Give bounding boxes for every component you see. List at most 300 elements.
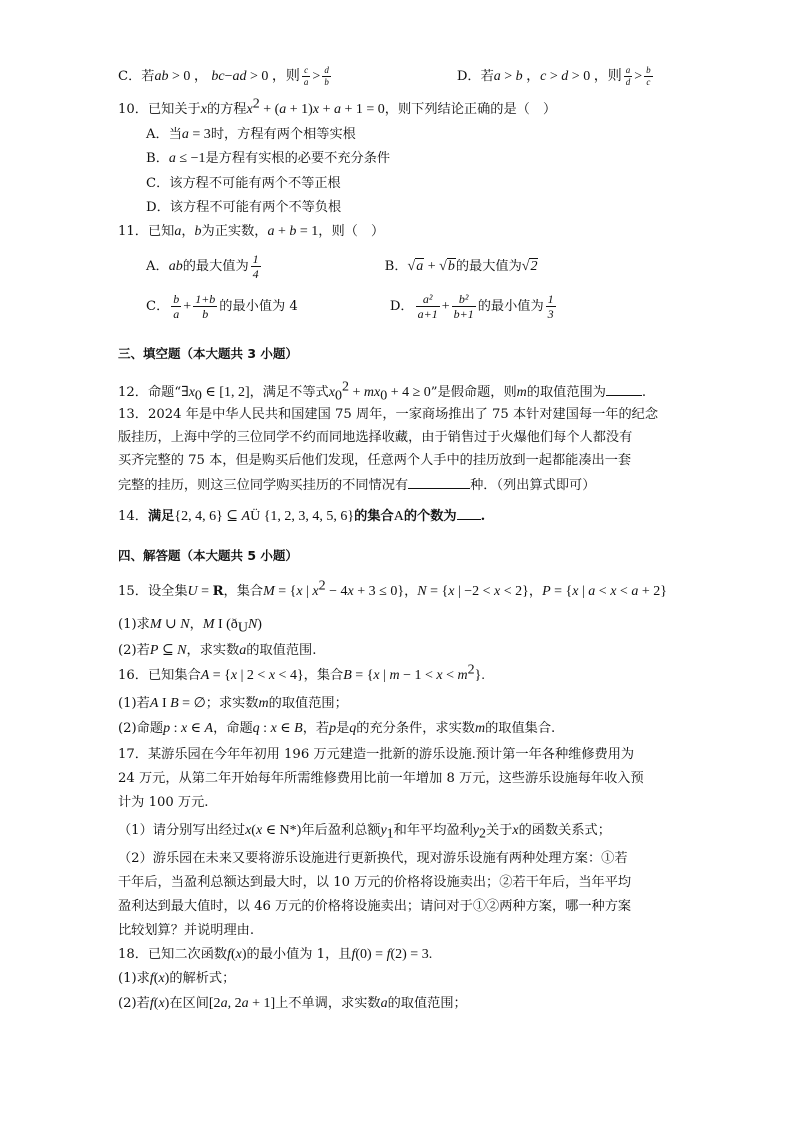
math-text: + 3 ≤ 0} bbox=[353, 584, 405, 599]
math-var: a bbox=[279, 102, 287, 117]
math-var: f bbox=[351, 947, 356, 962]
text-run: ，则（ ） bbox=[318, 224, 385, 239]
math-text: + 4 ≥ 0 bbox=[387, 385, 431, 400]
math-var: ad bbox=[232, 69, 247, 84]
text-line bbox=[118, 404, 658, 426]
math-var: b bbox=[515, 69, 523, 84]
math-text: − 4 bbox=[325, 584, 348, 599]
text-run: 11．已知 bbox=[118, 224, 175, 239]
text-run: ”是假命题，则 bbox=[430, 385, 517, 400]
math-text: > bbox=[500, 69, 516, 84]
math-text: > 0 ，则 bbox=[246, 69, 300, 84]
math-var: x bbox=[312, 102, 320, 117]
numerator: 1+b bbox=[195, 292, 216, 306]
math-var: A bbox=[241, 509, 251, 524]
text-run: A．当 bbox=[146, 127, 182, 142]
math-var: f bbox=[386, 947, 391, 962]
math-var: N bbox=[417, 584, 427, 599]
math-text: Ü {1, 2, 3, 4, 5, 6} bbox=[250, 509, 355, 524]
math-var: a bbox=[333, 102, 341, 117]
text-run: ， bbox=[181, 224, 195, 239]
text-run: 时，方程有两个相等实根 bbox=[210, 127, 356, 142]
text-run: 16．已知集合 bbox=[118, 668, 201, 683]
text-line bbox=[118, 944, 432, 966]
math-text: = 1 bbox=[296, 224, 319, 239]
text-line bbox=[118, 896, 631, 918]
math-var: U bbox=[187, 584, 198, 599]
math-text: + bbox=[424, 259, 440, 274]
subscript: 0 bbox=[334, 388, 342, 404]
math-var: x bbox=[296, 584, 303, 599]
math-var: x bbox=[373, 668, 380, 683]
denominator: b bbox=[324, 77, 329, 87]
text-run: （1）请分别写出经过 bbox=[118, 823, 246, 838]
math-text: = { bbox=[351, 668, 374, 683]
text-run: 的取值集合. bbox=[485, 721, 556, 736]
text-run: 计为 100 万元. bbox=[118, 795, 209, 810]
math-var: m bbox=[457, 668, 468, 683]
math-text: ) bbox=[257, 617, 262, 632]
math-var: a bbox=[220, 996, 228, 1011]
text-run: 的最大值为 bbox=[182, 259, 249, 274]
text-run: D．若 bbox=[456, 69, 494, 84]
math-var: a bbox=[174, 224, 182, 239]
text-run: D． bbox=[389, 299, 414, 314]
math-text: I (ð bbox=[214, 617, 238, 632]
math-text: + 1] bbox=[248, 996, 276, 1011]
text-line bbox=[118, 427, 632, 449]
text-run: 14． bbox=[118, 509, 148, 524]
math-text: + bbox=[441, 299, 450, 314]
math-text: > 0 ， bbox=[168, 69, 208, 84]
superscript: 2 bbox=[318, 578, 326, 594]
text-line bbox=[118, 744, 634, 766]
math-var: a bbox=[588, 584, 596, 599]
radical-sign: √ bbox=[407, 259, 416, 274]
denominator: a+1 bbox=[417, 307, 438, 321]
math-var: x bbox=[245, 823, 252, 838]
math-var: c bbox=[540, 69, 547, 84]
radical-sign: √ bbox=[439, 259, 447, 274]
text-run: 版挂历，上海中学的三位同学不约而同地选择收藏，由于销售过于火爆他们每个人都没有 bbox=[118, 430, 633, 445]
numerator: b² bbox=[452, 293, 476, 307]
text-run: 盈利达到最大值时，以 46 万元的价格将设施卖出；请问对于①②两种方案，哪一种方案 bbox=[118, 899, 632, 914]
math-var: x bbox=[268, 668, 276, 683]
math-var: M bbox=[202, 617, 215, 632]
math-text: | bbox=[578, 584, 589, 599]
denominator: c bbox=[646, 77, 651, 87]
math-var: A bbox=[200, 668, 210, 683]
text-line bbox=[118, 718, 555, 740]
math-var: x bbox=[188, 385, 195, 400]
math-var: f bbox=[227, 947, 231, 962]
text-run: 12．命题“ bbox=[118, 385, 182, 400]
math-var: f bbox=[149, 971, 154, 986]
text-run: ，若 bbox=[302, 721, 330, 736]
text-run: 24 万元，从第二年开始每年所需维修费用比前一年增加 8 万元，这些游乐设施每年收入预 bbox=[118, 771, 644, 786]
math-text: ∪ bbox=[161, 617, 181, 632]
numerator: a bbox=[625, 65, 631, 75]
math-var: M bbox=[149, 617, 162, 632]
bold-text-run: . bbox=[480, 509, 486, 524]
radicand: b bbox=[447, 259, 455, 274]
text-run: ，则下列结论正确的是（ ） bbox=[384, 102, 557, 117]
math-var: B bbox=[343, 668, 352, 683]
math-text: = bbox=[197, 584, 213, 599]
text-line bbox=[118, 872, 631, 894]
text-run: 18．已知二次函数 bbox=[118, 947, 228, 962]
math-var: x bbox=[230, 668, 238, 683]
text-line bbox=[118, 968, 235, 990]
text-run: 的取值范围； bbox=[387, 996, 467, 1011]
text-line bbox=[118, 450, 631, 472]
math-var: y bbox=[380, 823, 387, 838]
square-root bbox=[522, 258, 539, 274]
fraction bbox=[452, 293, 476, 320]
math-var: N bbox=[180, 617, 190, 632]
text-run: A． bbox=[146, 259, 169, 274]
text-run: C． bbox=[146, 299, 170, 314]
text-run: 的充分条件，求实数 bbox=[356, 721, 475, 736]
math-var: y bbox=[472, 823, 480, 838]
denominator: b bbox=[202, 307, 209, 321]
text-line bbox=[118, 848, 628, 870]
numerator: a² bbox=[416, 293, 440, 307]
math-text: ( bbox=[251, 823, 256, 838]
math-text: + bbox=[274, 224, 290, 239]
math-var: a bbox=[380, 996, 388, 1011]
math-text: − bbox=[224, 69, 233, 84]
math-var: x bbox=[436, 668, 443, 683]
text-run: B． bbox=[384, 259, 408, 274]
math-text: , 2 bbox=[227, 996, 242, 1011]
math-var: ab bbox=[168, 259, 183, 274]
text-run: 的取值范围； bbox=[268, 696, 348, 711]
math-var: x bbox=[328, 385, 335, 400]
math-var: x bbox=[270, 721, 277, 736]
math-var: x bbox=[200, 102, 207, 117]
math-var: m bbox=[516, 385, 527, 400]
text-line bbox=[118, 693, 348, 715]
bold-text-run: 满足 bbox=[147, 509, 175, 524]
text-line bbox=[118, 221, 384, 243]
text-run: 10．已知关于 bbox=[118, 102, 201, 117]
denominator: a bbox=[173, 307, 180, 321]
text-line bbox=[146, 148, 390, 170]
numerator: d bbox=[324, 65, 329, 75]
subscript: 1 bbox=[386, 826, 394, 842]
text-run: ，满足不等式 bbox=[249, 385, 329, 400]
math-text: ∈ N*) bbox=[262, 823, 302, 838]
text-line bbox=[146, 197, 341, 219]
math-text: = { bbox=[209, 668, 231, 683]
radical-sign: √ bbox=[521, 259, 530, 274]
math-text: A bbox=[393, 509, 404, 524]
fraction bbox=[546, 293, 556, 320]
section-heading bbox=[118, 343, 298, 365]
text-run: ， bbox=[404, 584, 418, 599]
math-text: < 4} bbox=[275, 668, 304, 683]
text-line bbox=[118, 768, 644, 790]
math-var: P bbox=[149, 643, 159, 658]
text-run: 年后盈利总额 bbox=[301, 823, 381, 838]
text-run: ，求实数 bbox=[186, 643, 240, 658]
text-run: D．该方程不可能有两个不等负根 bbox=[146, 200, 342, 215]
math-var: m bbox=[474, 721, 486, 736]
math-var: d bbox=[561, 69, 569, 84]
math-text: > 0 ，则 bbox=[568, 69, 622, 84]
text-run: 的最大值为 bbox=[455, 259, 522, 274]
subscript: U bbox=[237, 620, 248, 636]
fraction bbox=[624, 66, 633, 87]
text-run: (2)命题 bbox=[118, 721, 164, 736]
text-run: 的最小值为 1，且 bbox=[246, 947, 352, 962]
math-text: + ( bbox=[259, 102, 280, 117]
numerator: b bbox=[173, 292, 180, 306]
math-var: bc bbox=[207, 69, 225, 84]
math-var: x bbox=[235, 947, 242, 962]
math-text: + 1 = 0 bbox=[340, 102, 385, 117]
text-run: ， bbox=[528, 584, 543, 599]
math-var: m bbox=[258, 696, 269, 711]
math-var: x bbox=[255, 823, 263, 838]
denominator: 3 bbox=[547, 307, 554, 321]
text-run: (2)若 bbox=[118, 643, 150, 658]
math-text: = { bbox=[426, 584, 449, 599]
text-run: 完整的挂历，则这三位同学购买挂历的不同情况有 bbox=[118, 478, 409, 493]
math-var: x bbox=[494, 584, 501, 599]
math-text: ( bbox=[153, 996, 159, 1011]
math-text: < bbox=[616, 584, 632, 599]
text-line bbox=[118, 920, 254, 942]
subscript: 0 bbox=[194, 388, 202, 404]
text-line bbox=[146, 173, 341, 195]
math-var: x bbox=[312, 584, 319, 599]
fraction bbox=[171, 293, 181, 320]
numerator: 1 bbox=[547, 292, 554, 306]
text-run: 为正实数， bbox=[201, 224, 268, 239]
text-run: B． bbox=[146, 151, 169, 166]
math-var: p bbox=[163, 721, 171, 736]
text-line bbox=[118, 662, 485, 687]
math-text: | −2 < bbox=[454, 584, 495, 599]
math-var: ab bbox=[154, 69, 169, 84]
math-var: f bbox=[149, 996, 154, 1011]
bold-text-run: R bbox=[212, 584, 224, 599]
math-var: m bbox=[389, 668, 400, 683]
math-var: A bbox=[204, 721, 214, 736]
fraction bbox=[644, 66, 653, 87]
math-var: x bbox=[158, 971, 165, 986]
math-text: < bbox=[595, 584, 611, 599]
math-text: = 3 bbox=[188, 127, 211, 142]
radicand: a bbox=[416, 259, 424, 274]
radicand: 2 bbox=[530, 259, 538, 274]
math-var: q bbox=[349, 721, 357, 736]
superscript: 2 bbox=[467, 662, 475, 678]
math-var: p bbox=[329, 721, 337, 736]
math-var: b bbox=[289, 224, 297, 239]
math-var: M bbox=[263, 584, 275, 599]
text-run: ，集合 bbox=[303, 668, 344, 683]
math-var: x bbox=[572, 584, 579, 599]
answer-blank bbox=[457, 505, 481, 520]
text-line bbox=[118, 792, 209, 814]
math-text: : bbox=[170, 721, 181, 736]
text-run: 三、填空题（本大题共 3 小题） bbox=[118, 346, 298, 361]
math-var: q bbox=[252, 721, 260, 736]
math-var: b bbox=[194, 224, 202, 239]
math-text: + bbox=[319, 102, 334, 117]
text-run: 种．（列出算式即可） bbox=[470, 478, 596, 493]
text-run: C．若 bbox=[118, 69, 155, 84]
bold-text-run: 的个数为 bbox=[403, 509, 457, 524]
text-run: (2)若 bbox=[118, 996, 150, 1011]
math-text: {2, 4, 6} ⊆ bbox=[174, 509, 242, 524]
denominator: 4 bbox=[252, 267, 259, 281]
text-run: （2）游乐园在未来又要将游乐设施进行更新换代，现对游乐设施有两种处理方案：①若 bbox=[118, 851, 628, 866]
text-line bbox=[118, 993, 467, 1015]
text-line bbox=[118, 505, 485, 528]
text-run: 的最小值为 bbox=[477, 299, 544, 314]
square-root bbox=[439, 258, 456, 274]
text-run: ；求实数 bbox=[205, 696, 259, 711]
text-run: 的最小值为 4 bbox=[219, 299, 298, 314]
text-run: (1)求 bbox=[118, 617, 150, 632]
math-var: x bbox=[180, 721, 188, 736]
text-run: 关于 bbox=[486, 823, 513, 838]
text-run: 和年平均盈利 bbox=[393, 823, 473, 838]
math-text: ( bbox=[230, 947, 236, 962]
math-var: a bbox=[168, 151, 176, 166]
math-var: a bbox=[493, 69, 501, 84]
math-text: ( bbox=[153, 971, 159, 986]
math-text: > bbox=[634, 69, 643, 84]
text-line bbox=[118, 820, 611, 842]
text-run: ，集合 bbox=[223, 584, 264, 599]
text-run: 上不单调，求实数 bbox=[275, 996, 381, 1011]
text-run: . bbox=[641, 385, 647, 400]
math-var: B bbox=[170, 696, 179, 711]
math-text: ∈ [1, 2] bbox=[201, 385, 250, 400]
math-text: > bbox=[546, 69, 562, 84]
math-text: ∃ bbox=[181, 385, 189, 400]
text-line bbox=[146, 253, 538, 280]
math-text: ) bbox=[164, 971, 170, 986]
math-text: = { bbox=[550, 584, 573, 599]
math-text: ∈ bbox=[276, 721, 295, 736]
math-text: + 2} bbox=[638, 584, 667, 599]
text-run: 17．某游乐园在今年年初用 196 万元建造一批新的游乐设施.预计第一年各种维修费用为 bbox=[118, 747, 635, 762]
numerator: c bbox=[302, 66, 311, 77]
math-var: x bbox=[158, 996, 165, 1011]
subscript: 2 bbox=[479, 826, 487, 842]
section-heading bbox=[118, 545, 298, 567]
bold-text-run: 的集合 bbox=[354, 509, 394, 524]
numerator: 1 bbox=[252, 252, 259, 266]
text-run: 买齐完整的 75 本，但是购买后他们发现，任意两个人手中的挂历放到一起都能凑出一套 bbox=[118, 453, 632, 468]
math-text: (2) = 3. bbox=[390, 947, 433, 962]
math-text: I bbox=[158, 696, 171, 711]
text-run: 是方程有实根的必要不充分条件 bbox=[205, 151, 391, 166]
text-run: 的方程 bbox=[206, 102, 247, 117]
answer-blank bbox=[606, 381, 642, 396]
math-text: (0) = bbox=[355, 947, 387, 962]
math-var: x bbox=[512, 823, 519, 838]
fraction bbox=[251, 253, 261, 280]
math-var: P bbox=[542, 584, 551, 599]
text-line bbox=[146, 124, 356, 146]
math-var: x bbox=[448, 584, 455, 599]
text-run: C．该方程不可能有两个不等正根 bbox=[146, 176, 341, 191]
math-var: x bbox=[246, 102, 253, 117]
text-run: 比较划算？并说明理由. bbox=[118, 923, 255, 938]
math-text: [2 bbox=[208, 996, 221, 1011]
superscript: 2 bbox=[252, 96, 260, 112]
math-text: = ∅ bbox=[178, 696, 206, 711]
text-run: (1)求 bbox=[118, 971, 150, 986]
fraction bbox=[416, 293, 440, 320]
math-text: | bbox=[302, 584, 313, 599]
text-run: (1)若 bbox=[118, 696, 150, 711]
text-line bbox=[118, 66, 655, 88]
math-var: x bbox=[347, 584, 354, 599]
denominator: d bbox=[625, 77, 631, 87]
superscript: 2 bbox=[341, 379, 349, 395]
math-var: N bbox=[247, 617, 258, 632]
square-root bbox=[408, 258, 425, 274]
math-text: | 2 < bbox=[237, 668, 269, 683]
text-line bbox=[146, 293, 558, 320]
math-text: ⊆ bbox=[158, 643, 178, 658]
math-var: A bbox=[149, 696, 159, 711]
math-var: B bbox=[294, 721, 303, 736]
subscript: 0 bbox=[380, 388, 388, 404]
text-run: 是 bbox=[336, 721, 350, 736]
math-text: + bbox=[183, 299, 192, 314]
text-line bbox=[118, 640, 316, 662]
fraction bbox=[302, 66, 311, 87]
text-line bbox=[118, 381, 646, 404]
text-run: 干年后，当盈利总额达到最大时，以 10 万元的价格将设施卖出；②若干年后，当年平均 bbox=[118, 875, 632, 890]
text-line bbox=[118, 96, 557, 121]
answer-blank bbox=[408, 474, 470, 489]
math-var: mx bbox=[363, 385, 381, 400]
math-text: = { bbox=[274, 584, 297, 599]
math-text: + 1) bbox=[286, 102, 313, 117]
math-var: a bbox=[181, 127, 189, 142]
text-run: ，命题 bbox=[213, 721, 253, 736]
math-var: N bbox=[177, 643, 187, 658]
math-text: + bbox=[348, 385, 364, 400]
text-line bbox=[118, 614, 262, 636]
text-run: 的函数关系式； bbox=[518, 823, 611, 838]
math-var: a bbox=[631, 584, 639, 599]
text-run: 15．设全集 bbox=[118, 584, 188, 599]
math-text: ∈ bbox=[187, 721, 205, 736]
text-run: 的取值范围为 bbox=[526, 385, 606, 400]
denominator: b+1 bbox=[453, 307, 474, 321]
text-line bbox=[118, 474, 595, 497]
math-var: a bbox=[267, 224, 275, 239]
math-text: ) bbox=[164, 996, 170, 1011]
math-text: < bbox=[442, 668, 458, 683]
text-run: 13．2024 年是中华人民共和国建国 75 周年，一家商场推出了 75 本针对建国每一年的纪念 bbox=[118, 407, 659, 422]
math-var: a bbox=[239, 643, 247, 658]
fraction bbox=[193, 293, 217, 320]
math-text: }. bbox=[474, 668, 485, 683]
math-text: < 2} bbox=[500, 584, 529, 599]
